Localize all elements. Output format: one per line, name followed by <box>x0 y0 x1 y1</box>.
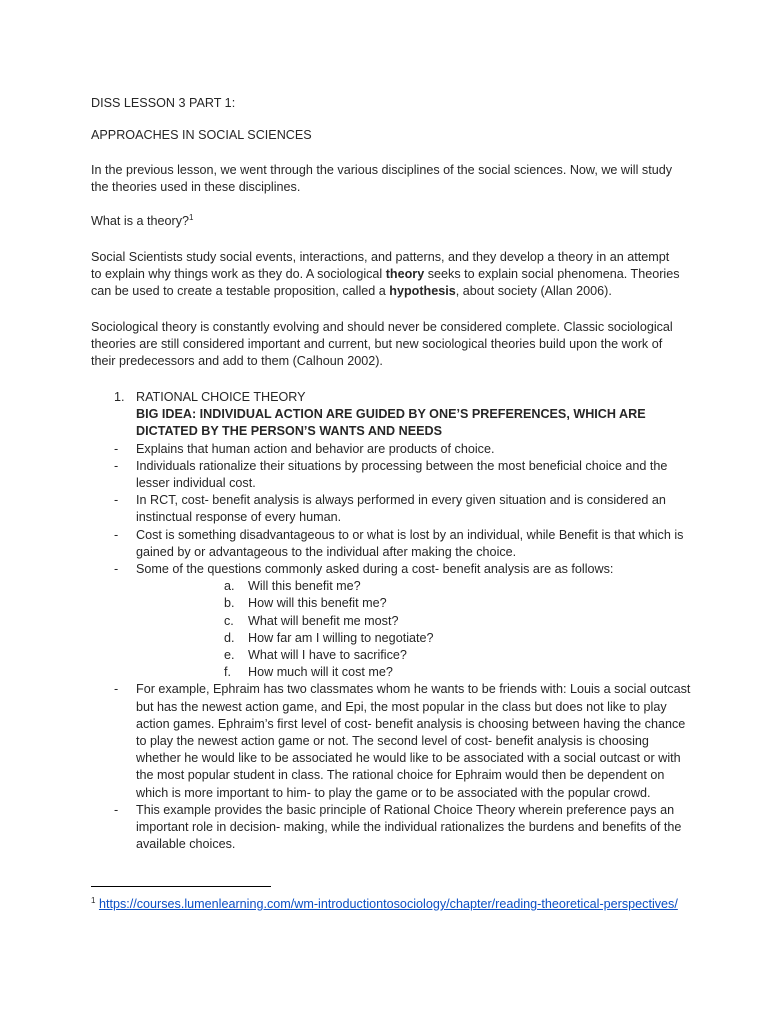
list-item-text: For example, Ephraim has two classmates whom he wants to be friends with: Louis a social outcast but has the newest action game, and Epi, the most popular in the class but does not like to play action games. Ephraim’s first level of cost- benefit analysis is choosing between having the chance to play the newest action game or not. The second level of cost- benefit analysis is choosing whether he would like to be associated he would like to be associated with a social outcast or with the most popular student in class. The rational choice for Ephraim would then be dependent on which is more important to him- to play the game or to be associated with the popular crowd. <box>136 682 691 800</box>
sublist-item <box>114 595 691 612</box>
sublist-text: What will benefit me most? <box>248 613 399 628</box>
list-item <box>114 681 691 801</box>
sublist-item <box>114 647 691 664</box>
bullet-list <box>114 441 691 854</box>
theory-question-text: What is a theory? <box>91 214 189 228</box>
list-item <box>114 561 691 578</box>
theory-question <box>91 213 691 230</box>
list-number: 1. <box>114 390 125 404</box>
footnote-ref[interactable]: 1 <box>189 212 194 222</box>
dash-marker: - <box>114 562 119 577</box>
section-title: RATIONAL CHOICE THEORY <box>136 390 306 404</box>
sublist-letter: c. <box>224 613 234 628</box>
sublist-letter: e. <box>224 648 235 663</box>
list-item <box>114 492 691 526</box>
list-item <box>114 441 691 458</box>
dash-marker: - <box>114 493 119 508</box>
dash-marker: - <box>114 682 119 697</box>
sublist-letter: d. <box>224 630 235 645</box>
question-sublist <box>114 578 691 681</box>
sublist-letter: a. <box>224 579 235 594</box>
list-item-text: Explains that human action and behavior are products of choice. <box>136 441 495 456</box>
intro-paragraph: In the previous lesson, we went through the various disciplines of the social sciences. Now, we will study the theories used in these disciplines. <box>91 163 673 195</box>
footnote-divider <box>91 886 271 887</box>
sublist-item <box>114 664 691 681</box>
theory-definition-paragraph <box>91 249 683 301</box>
sublist-text: What will I have to sacrifice? <box>248 648 407 663</box>
footnote-link[interactable]: https://courses.lumenlearning.com/wm-introductiontosociology/chapter/reading-theoretical-perspectives/ <box>98 897 678 911</box>
section-subheading: APPROACHES IN SOCIAL SCIENCES <box>91 128 312 142</box>
sublist-letter: f. <box>224 665 231 680</box>
para1-text-c: seeks to explain social phenomena. Theories can be used to create a testable proposition, called a <box>91 267 680 299</box>
list-item-text: This example provides the basic principle of Rational Choice Theory wherein preference pays an important role in decision- making, while the individual rationalizes the burdens and benefits of the available choices. <box>136 802 682 852</box>
sublist-letter: b. <box>224 596 235 611</box>
footnote-marker: 1 <box>91 895 96 905</box>
dash-marker: - <box>114 802 119 817</box>
footnote <box>91 896 691 913</box>
sublist-item <box>114 630 691 647</box>
list-item-text: In RCT, cost- benefit analysis is always performed in every given situation and is considered an instinctual response of every human. <box>136 493 666 525</box>
rational-choice-section <box>114 389 691 853</box>
sublist-text: Will this benefit me? <box>248 579 361 594</box>
para1-text-a: Social Scientists study social events, interactions, and patterns, and they develop a theory in an attempt to explain why things work as they do. A sociological <box>91 250 670 282</box>
sublist-item <box>114 578 691 595</box>
theory-evolution-paragraph: Sociological theory is constantly evolving and should never be considered complete. Classic sociological theories are still considered important and current, but new sociological theories build upon the work of their predecessors and add to them (Calhoun 2002). <box>91 320 673 369</box>
list-item-text: Cost is something disadvantageous to or what is lost by an individual, while Benefit is that which is gained by or advantageous to the individual after making the choice. <box>136 527 684 559</box>
dash-marker: - <box>114 527 119 542</box>
sublist-text: How much will it cost me? <box>248 665 393 680</box>
list-item <box>114 802 691 854</box>
lesson-heading: DISS LESSON 3 PART 1: <box>91 96 236 110</box>
sublist-text: How will this benefit me? <box>248 596 387 611</box>
para1-text-e: , about society (Allan 2006). <box>455 284 612 299</box>
sublist-item <box>114 613 691 630</box>
term-theory: theory <box>385 267 425 282</box>
dash-marker: - <box>114 458 119 473</box>
list-item <box>114 458 691 492</box>
list-item <box>114 527 691 561</box>
list-item-text: Individuals rationalize their situations by processing between the most beneficial choice and the lesser individual cost. <box>136 458 668 491</box>
term-hypothesis: hypothesis <box>389 284 456 299</box>
sublist-text: How far am I willing to negotiate? <box>248 630 434 645</box>
big-idea: BIG IDEA: INDIVIDUAL ACTION ARE GUIDED BY ONE’S PREFERENCES, WHICH ARE DICTATED BY THE PERSON’S WANTS AND NEEDS <box>136 407 646 439</box>
dash-marker: - <box>114 441 119 456</box>
list-item-text: Some of the questions commonly asked during a cost- benefit analysis are as follows: <box>136 562 614 577</box>
